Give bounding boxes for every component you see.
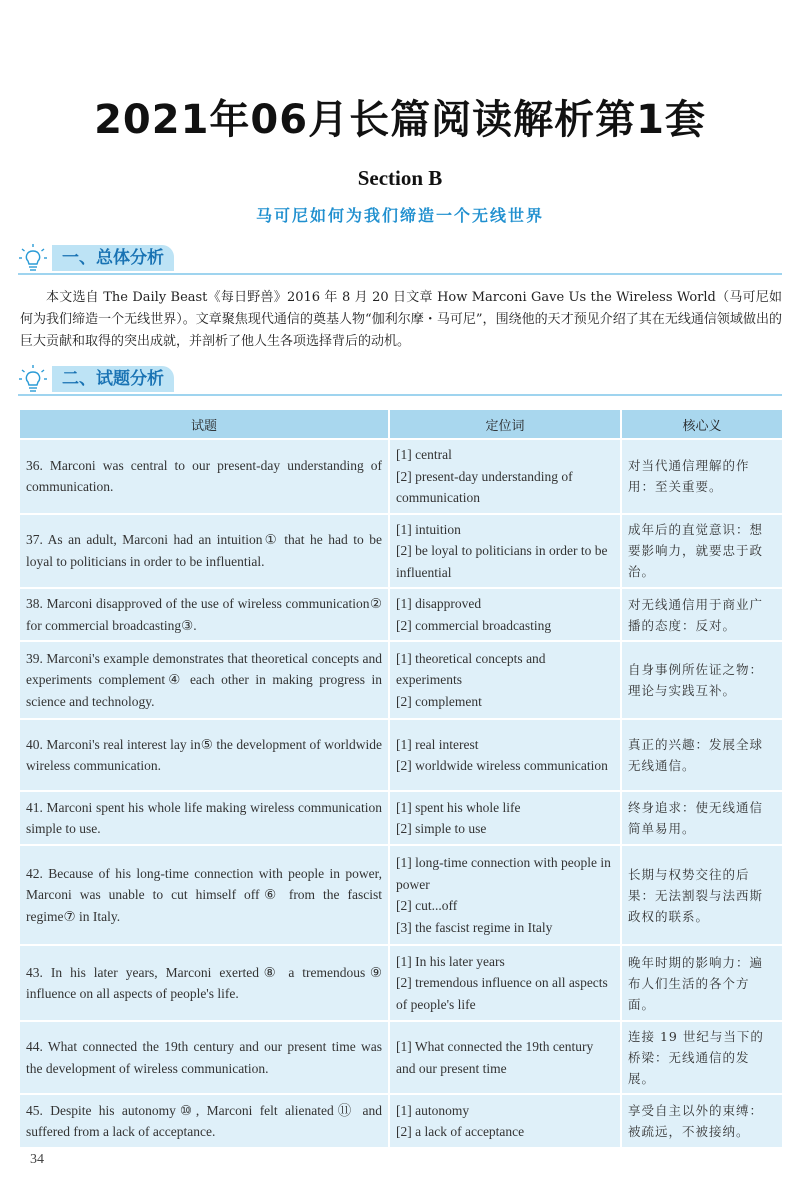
core-meaning-cell: 享受自主以外的束缚：被疏远，不被接纳。 [621, 1094, 783, 1148]
column-header-question: 试题 [19, 409, 389, 439]
keyword-item: [2] simple to use [396, 821, 487, 836]
core-meaning-cell: 连接 19 世纪与当下的桥梁：无线通信的发展。 [621, 1021, 783, 1094]
table-row [19, 1094, 783, 1148]
keyword-item: [2] tremendous influence on all aspects of people's life [396, 975, 608, 1012]
column-header-core-meaning: 核心义 [621, 409, 783, 439]
core-meaning-cell: 长期与权势交往的后果：无法割裂与法西斯政权的联系。 [621, 845, 783, 945]
question-cell: 36. Marconi was central to our present-day understanding of communication. [19, 439, 389, 514]
section-title: Section B [357, 166, 443, 190]
table-row [19, 791, 783, 845]
table-row [19, 514, 783, 589]
table-row [19, 719, 783, 791]
keyword-item: [2] be loyal to politicians in order to be influential [396, 543, 608, 580]
table-row [19, 439, 783, 514]
keyword-cell [389, 945, 621, 1021]
core-meaning-cell: 对无线通信用于商业广播的态度：反对。 [621, 588, 783, 641]
core-meaning-cell: 对当代通信理解的作用：至关重要。 [621, 439, 783, 514]
heading-overall-analysis [18, 243, 782, 275]
question-cell: 42. Because of his long-time connection with people in power, Marconi was unable to cut himself off⑥ from the fascist regime⑦ in Italy. [19, 845, 389, 945]
keyword-item: [1] In his later years [396, 953, 505, 969]
keyword-item: [1] intuition [396, 521, 461, 537]
core-meaning-cell: 真正的兴趣：发展全球无线通信。 [621, 719, 783, 791]
keyword-item: [1] theoretical concepts and experiments [396, 650, 546, 688]
keyword-cell [389, 719, 621, 791]
question-cell: 40. Marconi's real interest lay in⑤ the development of worldwide wireless communication. [19, 719, 389, 791]
keyword-item: [3] the fascist regime in Italy [396, 919, 553, 935]
keyword-item: [1] long-time connection with people in power [396, 855, 611, 892]
table-row [19, 641, 783, 719]
page-number: 34 [30, 1152, 44, 1167]
question-cell: 37. As an adult, Marconi had an intuition① that he had to be loyal to politicians in order to be influential. [19, 514, 389, 589]
article-subtitle: 马可尼如何为我们缔造一个无线世界 [255, 206, 544, 225]
keyword-cell [389, 845, 621, 945]
heading-label: 一、总体分析 [52, 245, 174, 271]
keyword-item: [2] a lack of acceptance [396, 1124, 525, 1139]
lightbulb-icon [18, 364, 48, 394]
question-cell: 44. What connected the 19th century and our present time was the development of wireless communication. [19, 1021, 389, 1094]
keyword-item: [2] present-day understanding of communication [396, 468, 573, 505]
heading-question-analysis [18, 364, 782, 396]
keyword-cell [389, 1021, 621, 1094]
keyword-cell [389, 588, 621, 641]
keyword-cell [389, 641, 621, 719]
table-header-row [19, 409, 783, 439]
page-title: 2021年06月长篇阅读解析第1套 [94, 97, 706, 143]
question-cell: 39. Marconi's example demonstrates that theoretical concepts and experiments complement④ each other in making progress in science and technology. [19, 641, 389, 719]
question-cell: 45. Despite his autonomy⑩, Marconi felt alienated⑪ and suffered from a lack of acceptance. [19, 1094, 389, 1148]
keyword-cell [389, 514, 621, 589]
lightbulb-icon [18, 243, 48, 273]
question-cell: 43. In his later years, Marconi exerted⑧ a tremendous⑨ influence on all aspects of people's life. [19, 945, 389, 1021]
keyword-item: [1] real interest [396, 736, 479, 752]
table-row [19, 945, 783, 1021]
keyword-item: [1] central [396, 447, 452, 462]
table-row [19, 588, 783, 641]
core-meaning-cell: 终身追求：使无线通信简单易用。 [621, 791, 783, 845]
table-row [19, 1021, 783, 1094]
question-cell: 38. Marconi disapproved of the use of wireless communication② for commercial broadcasting③. [19, 588, 389, 641]
table-body [19, 439, 783, 1148]
column-header-keywords: 定位词 [389, 409, 621, 439]
keyword-item: [1] disapproved [396, 596, 482, 611]
intro-paragraph: 本文选自 The Daily Beast《每日野兽》2016 年 8 月 20 日文章 How Marconi Gave Us the Wireless World（马可尼如何为我们缔造一个无线世界）。文章聚焦现代通信的奠基人物“伽利尔摩・马可尼”，围绕他的天才预见介绍了其在无线通信领域做出的巨大贡献和取得的突出成就，并剖析了他人生各项选择背后的动机。 [20, 290, 782, 349]
keyword-cell [389, 1094, 621, 1148]
keyword-cell [389, 439, 621, 514]
core-meaning-cell: 自身事例所佐证之物：理论与实践互补。 [621, 641, 783, 719]
keyword-item: [2] cut...off [396, 898, 458, 913]
core-meaning-cell: 成年后的直觉意识：想要影响力，就要忠于政治。 [621, 514, 783, 589]
keyword-item: [2] commercial broadcasting [396, 617, 552, 633]
core-meaning-cell: 晚年时期的影响力：遍布人们生活的各个方面。 [621, 945, 783, 1021]
heading-label: 二、试题分析 [52, 366, 174, 392]
keyword-cell [389, 791, 621, 845]
keyword-item: [2] worldwide wireless communication [396, 758, 608, 773]
keyword-item: [2] complement [396, 693, 482, 709]
table-row [19, 845, 783, 945]
keyword-item: [1] autonomy [396, 1102, 470, 1118]
keyword-item: [1] What connected the 19th century and our present time [396, 1039, 594, 1076]
keyword-item: [1] spent his whole life [396, 799, 521, 815]
question-cell: 41. Marconi spent his whole life making wireless communication simple to use. [19, 791, 389, 845]
question-analysis-table [18, 408, 784, 1149]
